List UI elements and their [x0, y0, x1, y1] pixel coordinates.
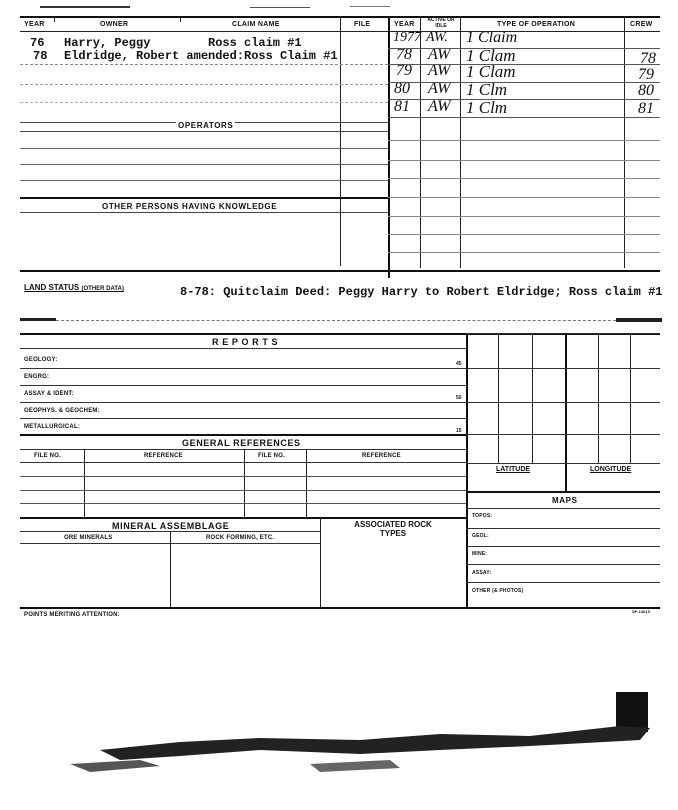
land-status-entry: 8-78: Quitclaim Deed: Peggy Harry to Robert Eldridge; Ross claim #1 [180, 285, 663, 299]
op-row-4-crew: 80 [638, 82, 654, 99]
upper-area-bottom-rule [20, 270, 660, 272]
latlong-grid-h4 [466, 463, 660, 464]
op-rule-6 [388, 140, 660, 141]
latlong-grid-v1 [498, 333, 499, 463]
longitude-label: LONGITUDE [590, 466, 632, 473]
op-row-1-status: AW. [426, 30, 448, 45]
operators-heading: OPERATORS [178, 121, 234, 130]
other-persons-heading: OTHER PERSONS HAVING KNOWLEDGE [102, 202, 278, 211]
mineral-divider-main [320, 517, 321, 607]
op-row-2-status: AW [428, 46, 451, 63]
mineral-col-rock-forming: ROCK FORMING, ETC. [206, 535, 275, 541]
op-row-5-status: AW [428, 98, 451, 115]
ref-rule-1 [20, 476, 466, 477]
reports-heading-rule [20, 348, 466, 349]
report-rule-5 [20, 434, 466, 436]
maps-assay: ASSAY: [472, 570, 492, 576]
land-status-other-data: (OTHER DATA) [81, 286, 124, 292]
op-row-5-crew: 81 [638, 100, 654, 117]
op-rule-12 [388, 252, 660, 253]
associated-rock-types-heading: ASSOCIATED ROCK TYPES [354, 520, 432, 538]
ref-bottom-rule [20, 517, 466, 519]
operators-rule-1 [20, 131, 388, 132]
col-header-file: FILE [354, 21, 371, 28]
reports-bottom-rule [20, 607, 660, 609]
op-rule-7 [388, 160, 660, 161]
op-rule-5 [388, 117, 660, 118]
op-rule-8 [388, 178, 660, 179]
op-row-2-crew: 78 [640, 50, 656, 67]
ref-header-rule [20, 462, 466, 463]
general-references-heading: GENERAL REFERENCES [182, 438, 301, 448]
report-rule-1 [20, 368, 466, 369]
ref-col-reference-2: REFERENCE [362, 453, 401, 459]
op-row-4-status: AW [428, 80, 451, 97]
col-header-crew: CREW [630, 21, 653, 28]
col-header-owner: OWNER [100, 21, 129, 28]
operators-rule-3 [20, 164, 388, 165]
maps-geol: GEOL: [472, 533, 489, 539]
maps-mine: MINE: [472, 551, 488, 557]
col-header-active-idle: ACTIVE OR IDLE [427, 17, 455, 29]
ref-divider-3 [306, 449, 307, 517]
op-row-4-type: 1 Clm [466, 80, 508, 99]
owner-row-1-claim: Ross claim #1 [208, 36, 302, 50]
report-assay-num: 50 [456, 395, 462, 401]
op-row-5-year: 81 [394, 98, 410, 115]
maps-topos: TOPOS: [472, 513, 493, 519]
reports-heading: R E P O R T S [212, 337, 279, 347]
other-persons-rule [20, 212, 388, 213]
points-meriting-attention: POINTS MERITING ATTENTION: [24, 612, 120, 618]
latlong-grid-v4 [598, 333, 599, 463]
op-rule-11 [388, 234, 660, 235]
operators-rule-2 [20, 148, 388, 149]
op-rule-10 [388, 216, 660, 217]
report-geology-num: 45 [456, 361, 462, 367]
ref-rule-2 [20, 490, 466, 491]
col-divider-year2 [420, 16, 421, 268]
mineral-assemblage-heading: MINERAL ASSEMBLAGE [112, 521, 230, 531]
report-metallurgical-num: 15 [456, 428, 462, 434]
maps-heading-rule [466, 508, 660, 509]
owner-row-1-owner: Harry, Peggy [64, 36, 151, 50]
scan-smudge-left [20, 318, 56, 321]
ref-col-reference-1: REFERENCE [144, 453, 183, 459]
latlong-grid-h1 [466, 368, 660, 369]
ref-divider-2 [244, 449, 245, 517]
maps-other: OTHER (& PHOTOS) [472, 588, 524, 594]
form-number: SP-14615 [632, 609, 650, 614]
scan-smudge-right [616, 318, 662, 322]
ref-col-file-no-2: FILE NO. [258, 453, 285, 459]
report-metallurgical: METALLURGICAL: [24, 424, 81, 430]
top-scan-edge [20, 4, 660, 10]
latlong-grid-h3 [466, 434, 660, 435]
maps-heading: MAPS [552, 496, 578, 505]
op-row-2-type: 1 Clam [466, 46, 516, 65]
other-persons-top-rule [20, 197, 388, 199]
mineral-col-ore: ORE MINERALS [64, 535, 113, 541]
land-status-label [24, 283, 124, 292]
scan-artifact-smear [60, 720, 660, 780]
maps-rule-1 [466, 528, 660, 529]
op-rule-3 [388, 82, 660, 83]
general-references-rule [20, 449, 466, 450]
report-geology: GEOLOGY: [24, 357, 58, 363]
owner-row-2-claim: Ross Claim #1 [244, 49, 338, 63]
col-divider-active [460, 16, 461, 268]
owner-rule-1 [20, 64, 388, 65]
ref-col-file-no-1: FILE NO. [34, 453, 61, 459]
owner-row-1-year: 76 [30, 36, 45, 50]
op-row-2-year: 78 [396, 46, 412, 63]
op-row-5-type: 1 Clm [466, 98, 508, 117]
op-row-3-type: 1 Clam [466, 62, 516, 81]
report-rule-2 [20, 385, 466, 386]
col-header-type-of-operation: TYPE OF OPERATION [497, 21, 576, 28]
col-divider-file [340, 16, 341, 266]
ref-rule-3 [20, 503, 466, 504]
op-row-3-year: 79 [396, 62, 412, 79]
reports-right-divider [466, 333, 468, 608]
report-rule-3 [20, 402, 466, 403]
maps-rule-3 [466, 564, 660, 565]
mineral-divider-sub [170, 531, 171, 607]
op-rule-9 [388, 197, 660, 198]
op-row-1-type: 1 Claim [466, 29, 518, 46]
latlong-grid-h2 [466, 402, 660, 403]
report-geophys: GEOPHYS. & GEOCHEM: [24, 408, 100, 414]
op-row-3-crew: 79 [638, 66, 654, 83]
col-divider-main [388, 16, 390, 278]
col-divider-crew [624, 16, 625, 268]
op-rule-2 [388, 64, 660, 65]
owner-row-2-year: 78 [33, 49, 48, 63]
operators-rule-4 [20, 180, 388, 181]
ref-divider-1 [84, 449, 85, 517]
op-row-4-year: 80 [394, 80, 410, 97]
report-rule-4 [20, 418, 466, 419]
owner-rule-3 [20, 102, 388, 103]
latlong-bottom-rule [466, 491, 660, 493]
maps-rule-2 [466, 546, 660, 547]
report-assay: ASSAY & IDENT: [24, 391, 74, 397]
report-engrg: ENGRG: [24, 374, 50, 380]
col-header-year-right: YEAR [394, 21, 415, 28]
col-header-claim-name: CLAIM NAME [232, 21, 280, 28]
op-rule-1 [388, 48, 660, 49]
col-divider-owner [180, 16, 181, 22]
land-status-title: LAND STATUS [24, 283, 80, 292]
op-rule-4 [388, 99, 660, 100]
owner-row-2-owner: Eldridge, Robert amended: [64, 49, 245, 63]
latlong-grid-v2 [532, 333, 533, 463]
col-divider-year [54, 16, 55, 22]
land-status-dashed-rule [56, 320, 616, 321]
op-row-1-year: 1977 [393, 30, 421, 45]
op-row-3-status: AW [428, 62, 451, 79]
latitude-label: LATITUDE [496, 466, 531, 473]
owner-rule-2 [20, 84, 388, 85]
maps-rule-4 [466, 582, 660, 583]
col-header-year: YEAR [24, 21, 45, 28]
latlong-grid-v3 [565, 333, 567, 491]
latlong-grid-v5 [630, 333, 631, 463]
